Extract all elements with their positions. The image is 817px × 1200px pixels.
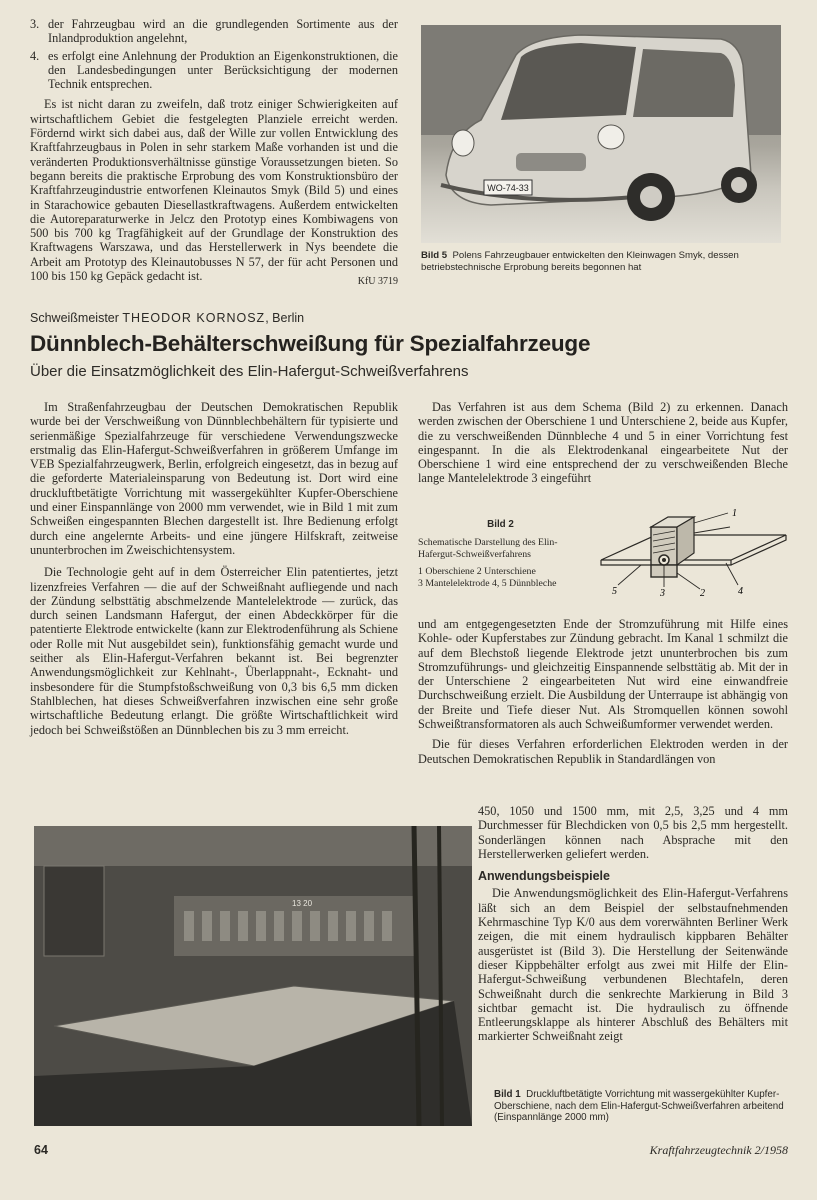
article-reference: KfU 3719 — [357, 276, 398, 288]
fig5-caption-text: Polens Fahrzeugbauer entwickelten den Kleinwagen Smyk, dessen betriebstechnische Erprobung bereits begonnen hat — [421, 250, 739, 273]
top-text-column — [30, 17, 398, 290]
right-paragraph-2: und am entgegengesetzten Ende der Stromzuführung mit Hilfe eines Kohle- oder Kupferstabes zur Zündung gebracht. Im Kanal 1 schmilzt die auf dem Blechstoß liegende Elektrode jetzt ununterbrochen bis zum Stromzuführungs- und gleichzeitig Einspannende selbsttätig ab. Mit der in der Unterschiene 2 eingearbeiteten Nut wird eine einwandfreie Durchschweißung erzielt. Die Ausbildung der Unterraupe ist abhängig von der Breite und Tiefe dieser Nut. Als Stromquellen können sowohl Schweißtransformatoren als auch Schweißumformer verwendet werden. — [418, 617, 788, 732]
fig1-caption-text: Druckluftbetätigte Vorrichtung mit wassergekühlter Kupfer-Oberschiene, nach dem Elin-Hafergut-Schweißverfahren arbeitend (Einspannlänge 2000 mm) — [494, 1089, 784, 1124]
smyk-car-photo — [421, 25, 781, 243]
top-paragraph: Es ist nicht daran zu zweifeln, daß trotz einiger Schwierigkeiten auf wirtschaftlichem Gebiet die festgelegten Planziele erreicht werden. Fördernd wirkt sich dabei aus, daß der Wille zur vollen Entwicklung des Kraftfahrzeugbaus in Polen in sehr starkem Maße vorhanden ist und die veränderten Produktionsverhältnisse günstige Voraussetzungen bieten. So begann bereits die praktische Erprobung des vom Konstruktionsbüro der Kraftfahrzeugindustrie entworfenen Kleinautos Smyk (Bild 5) und eines in Starachowice gebauten Diesellastkraftwagens. Außerdem entwickelten die Autoreparaturwerke in Jelcz den Prototyp eines Kombiwagens von 500 bis 700 kg Tragfähigkeit auf der Grundlage der Konstruktion des Kraftwagens Warszawa, und das Herstellerwerk in Nys beendete die Arbeit am Prototyp des Kleinautobusses N 57, der für acht Personen und 100 bis 150 kg Gepäck gedacht ist. — [30, 97, 398, 284]
journal-footer: Kraftfahrzeugtechnik 2/1958 — [649, 1143, 788, 1157]
right-paragraph-4: 450, 1050 und 1500 mm, mit 2,5, 3,25 und 4 mm Durchmesser für Blechdicken von 0,5 bis 2,5 mm hergestellt. Sonderlängen können nach Absprache mit den Herstellerwerken geliefert werden. — [478, 804, 788, 861]
fixture-illustration — [34, 826, 472, 1126]
left-paragraph-2: Die Technologie geht auf in dem Österreicher Elin patentiertes, jetzt lizenzfreies Verfahren — die auf der Schweißnaht aufliegende und nach der Zündung selbsttätig abschmelzende Mantelelektrode — zurück, das durch seinen Landsmann Hafergut, der einen Abdeckkörper für die patentierte Elektrode entwickelte (kann zur Elektrodenführung als Schiene oder Rolle mit Nut ausgebildet sein), funktionsfähig gemacht wurde und seither als Elin-Hafergut-Verfahren bekannt ist. Bei begrenzter Anwendungsmöglichkeit zur Kehlnaht-, Überlappnaht-, Ecknaht- und insbesondere für die Stumpfstoßschweißung von 0,3 bis 6,5 mm dicken Stahlblechen, hat dieses Schweißverfahren inzwischen eine sehr große wirtschaftliche Bedeutung erlangt. Die größte Wirtschaftlichkeit wird jedoch bei Schweißstößen an Dünnblechen bis zu 3 mm erreicht. — [30, 565, 398, 737]
right-paragraph-1: Das Verfahren ist aus dem Schema (Bild 2) zu erkennen. Danach werden zwischen der Oberschiene 1 und Unterschiene 2, beide aus Kupfer, die zu verschweißenden Dünnbleche 4 und 5 in einer Vorrichtung fest eingespannt. In die als Elektrodenkanal eingearbeitete Nut der Oberschiene 1 wird eine entsprechend der zu verschweißenden Bleche lange Mantelelektrode 3 eingeführt — [418, 400, 788, 486]
callout-3: 3 — [660, 588, 665, 599]
fig1-label: Bild 1 — [494, 1089, 521, 1100]
fig5-label: Bild 5 — [421, 250, 448, 261]
fig5-caption — [421, 250, 786, 273]
fixture-marker: 13 20 — [292, 899, 313, 908]
right-paragraph-3: Die für dieses Verfahren erforderlichen Elektroden werden in der Deutschen Demokratischen Republik in Standardlängen von — [418, 737, 788, 766]
callout-5: 5 — [612, 586, 617, 597]
fig2-label: Bild 2 — [487, 519, 514, 530]
right-column-top — [418, 400, 788, 492]
fig2-caption: Bild 2 Schematische Darstellung des Elin-Hafergut-Schweißverfahrens 1 Oberschiene 2 Unterschiene 3 Mantelelektrode 4, 5 Dünnbleche — [418, 519, 583, 590]
author-line: Schweißmeister THEODOR KORNOSZ, Berlin — [30, 311, 305, 325]
article-subtitle: Über die Einsatzmöglichkeit des Elin-Hafergut-Schweißverfahrens — [30, 363, 469, 380]
left-column — [30, 400, 398, 743]
section-subhead: Anwendungsbeispiele — [478, 869, 610, 884]
left-paragraph-1: Im Straßenfahrzeugbau der Deutschen Demokratischen Republik wurde bei der Verschweißung von Dünnblechbehältern für typisierte und serienmäßige Spezialfahrzeuge für verschiedene Verwendungszwecke erstmalig das Elin-Hafergut-Schweißverfahren in größerem Umfange im VEB Spezialfahrzeugwerk, Berlin, erfolgreich eingesetzt, das in bezug auf die geforderte Materialeinsparung von Bedeutung ist. Dort wird eine druckluftbetätigte Vorrichtung mit wassergekühlter Kupfer-Oberschiene und einer Einspannlänge von 2000 mm verwendet, wie in Bild 1 mit zum Schweißen eingespannten Blechen dargestellt ist. Ihre Bedienung erfolgt durch eine angelernte Arbeits- und eine jüngere Hilfskraft, zeitweise ununterbrochen im Zweischichtensystem. — [30, 400, 398, 557]
right-column-middle — [418, 617, 788, 766]
license-plate: WO-74-33 — [487, 183, 529, 193]
top-numbered-list — [30, 17, 398, 91]
car-illustration — [421, 25, 781, 243]
right-column-narrow — [478, 804, 788, 1050]
welding-fixture-photo — [34, 826, 472, 1126]
list-item: 4. es erfolgt eine Anlehnung der Produktion an Eigenkonstruktionen, die den Landesbedingungen unter Berücksichtigung der modernen Technik entsprechen. — [30, 48, 398, 92]
callout-1: 1 — [732, 508, 737, 519]
welding-schematic-diagram — [596, 505, 791, 600]
page-number: 64 — [34, 1143, 48, 1157]
callout-2: 2 — [700, 588, 705, 599]
list-item: 3. der Fahrzeugbau wird an die grundlegenden Sortimente aus der Inlandproduktion angelehnt, — [30, 17, 398, 46]
author-name: THEODOR KORNOSZ — [122, 311, 266, 325]
right-paragraph-5: Die Anwendungsmöglichkeit des Elin-Hafergut-Verfahrens läßt sich an dem Beispiel der selbstaufnehmenden Kehrmaschine Typ K/0 aus dem vorerwähnten Berliner Werk zeigen, die mit einem hydraulisch kippbaren Behälter ausgerüstet ist (Bild 3). Die Herstellung der Seitenwände dieser Kippbehälter erfolgt aus zwei mit Hilfe der Elin-Hafergut-Schweißung verbundenen Blechtafeln, deren Schweißnaht durch die senkrechte Markierung in Bild 3 sichtbar gemacht ist. Die hydraulisch zu öffnende Entleerungsklappe als hinterer Abschluß des Behälters mit markierter Schweißnaht zeigt — [478, 886, 788, 1044]
article-title: Dünnblech-Behälterschweißung für Spezialfahrzeuge — [30, 331, 591, 356]
callout-4: 4 — [738, 586, 743, 597]
fig1-caption — [494, 1089, 790, 1124]
